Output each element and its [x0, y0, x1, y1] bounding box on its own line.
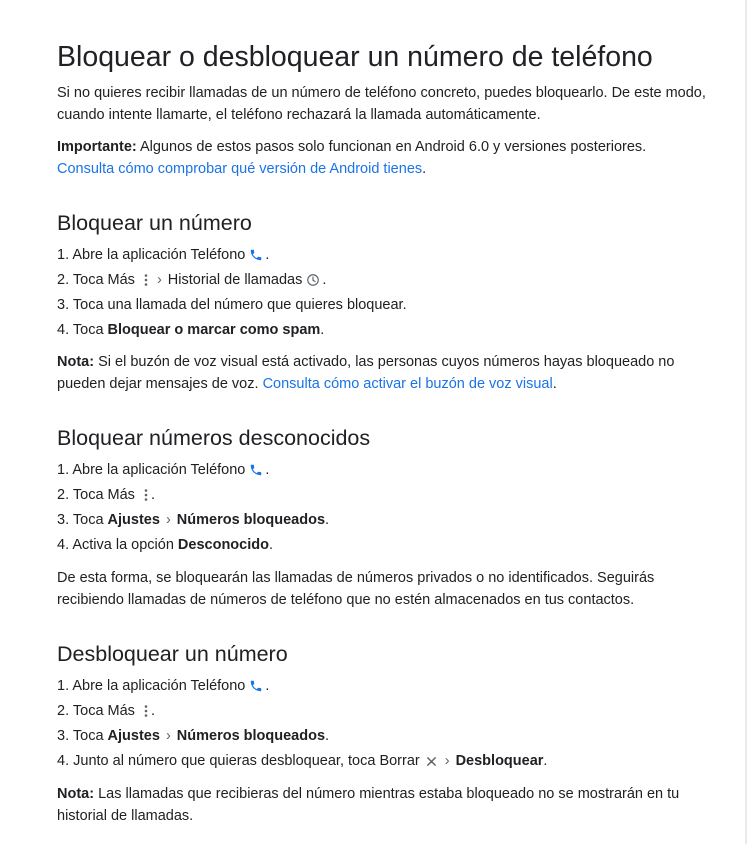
- breadcrumb-separator: ›: [156, 272, 162, 288]
- period: .: [422, 160, 427, 177]
- list-item: [57, 749, 707, 774]
- step-text: Toca: [72, 512, 108, 528]
- breadcrumb-separator: ›: [165, 512, 171, 528]
- list-item: [57, 724, 707, 749]
- note-text: Si el buzón de voz visual está activado, las personas cuyos números hayas bloqueado no pueden dejar mensajes de voz.: [57, 354, 675, 392]
- step-number: 3.: [57, 297, 70, 313]
- steps-unknown: [57, 458, 707, 558]
- step-bold: Números bloqueados: [176, 512, 326, 528]
- period: .: [322, 272, 327, 288]
- section-heading-unknown: Bloquear números desconocidos: [57, 426, 371, 450]
- period: .: [265, 462, 270, 478]
- step-bold: Ajustes: [107, 728, 160, 744]
- block-note: [57, 352, 707, 395]
- list-item: [57, 508, 707, 533]
- section-heading-block: Bloquear un número: [57, 211, 252, 235]
- step-bold: Números bloqueados: [176, 728, 326, 744]
- step-text: Toca: [72, 322, 108, 338]
- list-item: [57, 458, 707, 483]
- list-item: [57, 268, 707, 293]
- close-icon: [426, 756, 437, 767]
- important-note: [57, 137, 707, 180]
- voicemail-link[interactable]: Consulta cómo activar el buzón de voz visual: [262, 375, 553, 392]
- step-number: 2.: [57, 703, 70, 719]
- step-number: 4.: [57, 753, 70, 769]
- period: .: [265, 247, 270, 263]
- breadcrumb-separator: ›: [165, 728, 171, 744]
- step-number: 3.: [57, 512, 70, 528]
- list-item: [57, 483, 707, 508]
- list-item: [57, 243, 707, 268]
- period: .: [552, 375, 557, 392]
- steps-block: [57, 243, 707, 343]
- page-title: Bloquear o desbloquear un número de teléfono: [57, 41, 653, 73]
- step-text: Abre la aplicación Teléfono: [72, 462, 246, 478]
- step-text: Toca Más: [72, 272, 135, 288]
- period: .: [268, 537, 273, 553]
- unblock-note: [57, 784, 707, 827]
- step-text: Toca Más: [72, 703, 135, 719]
- step-text: Junto al número que quieras desbloquear, toca Borrar: [73, 753, 420, 769]
- step-bold: Bloquear o marcar como spam: [107, 322, 321, 338]
- clock-icon: [306, 273, 320, 287]
- note-label: Nota:: [57, 786, 95, 802]
- section-heading-unblock: Desbloquear un número: [57, 642, 288, 666]
- step-number: 4.: [57, 537, 70, 553]
- step-text: Toca una llamada del número que quieres bloquear.: [72, 297, 407, 313]
- step-text: Historial de llamadas: [167, 272, 303, 288]
- list-item: [57, 293, 707, 318]
- step-bold: Desconocido: [177, 537, 269, 553]
- list-item: [57, 533, 707, 558]
- period: .: [265, 678, 270, 694]
- phone-icon: [249, 248, 263, 262]
- step-number: 2.: [57, 487, 70, 503]
- step-number: 1.: [57, 462, 70, 478]
- intro-paragraph: Si no quieres recibir llamadas de un número de teléfono concreto, puedes bloquearlo. De este modo, cuando intente llamarte, el teléfono rechazará la llamada automáticamente.: [57, 85, 706, 123]
- important-label: Importante:: [57, 139, 137, 155]
- step-number: 3.: [57, 728, 70, 744]
- step-number: 4.: [57, 322, 70, 338]
- period: .: [325, 512, 330, 528]
- phone-icon: [249, 679, 263, 693]
- step-bold: Desbloquear: [455, 753, 544, 769]
- note-text: Las llamadas que recibieras del número mientras estaba bloqueado no se mostrarán en tu historial de llamadas.: [57, 786, 680, 824]
- steps-unblock: [57, 674, 707, 774]
- android-version-link[interactable]: Consulta cómo comprobar qué versión de Android tienes: [57, 160, 423, 177]
- period: .: [150, 703, 155, 719]
- step-text: Activa la opción: [72, 537, 178, 553]
- more-vert-icon: [143, 273, 149, 287]
- phone-icon: [249, 463, 263, 477]
- period: .: [320, 322, 325, 338]
- more-vert-icon: [143, 488, 149, 502]
- list-item: [57, 699, 707, 724]
- note-label: Nota:: [57, 354, 95, 370]
- list-item: [57, 674, 707, 699]
- step-text: Toca: [72, 728, 108, 744]
- step-number: 1.: [57, 247, 70, 263]
- breadcrumb-separator: ›: [444, 753, 450, 769]
- unknown-after-paragraph: De esta forma, se bloquearán las llamadas de números privados o no identificados. Seguirás recibiendo llamadas de números de teléfono que no estén almacenados en tus contactos.: [57, 570, 655, 608]
- important-text: Algunos de estos pasos solo funcionan en Android 6.0 y versiones posteriores.: [136, 139, 647, 155]
- step-text: Abre la aplicación Teléfono: [72, 678, 246, 694]
- step-text: Toca Más: [72, 487, 135, 503]
- period: .: [543, 753, 548, 769]
- period: .: [325, 728, 330, 744]
- step-text: Abre la aplicación Teléfono: [72, 247, 246, 263]
- more-vert-icon: [143, 704, 149, 718]
- step-number: 2.: [57, 272, 70, 288]
- period: .: [150, 487, 155, 503]
- list-item: [57, 318, 707, 343]
- step-number: 1.: [57, 678, 70, 694]
- step-bold: Ajustes: [107, 512, 160, 528]
